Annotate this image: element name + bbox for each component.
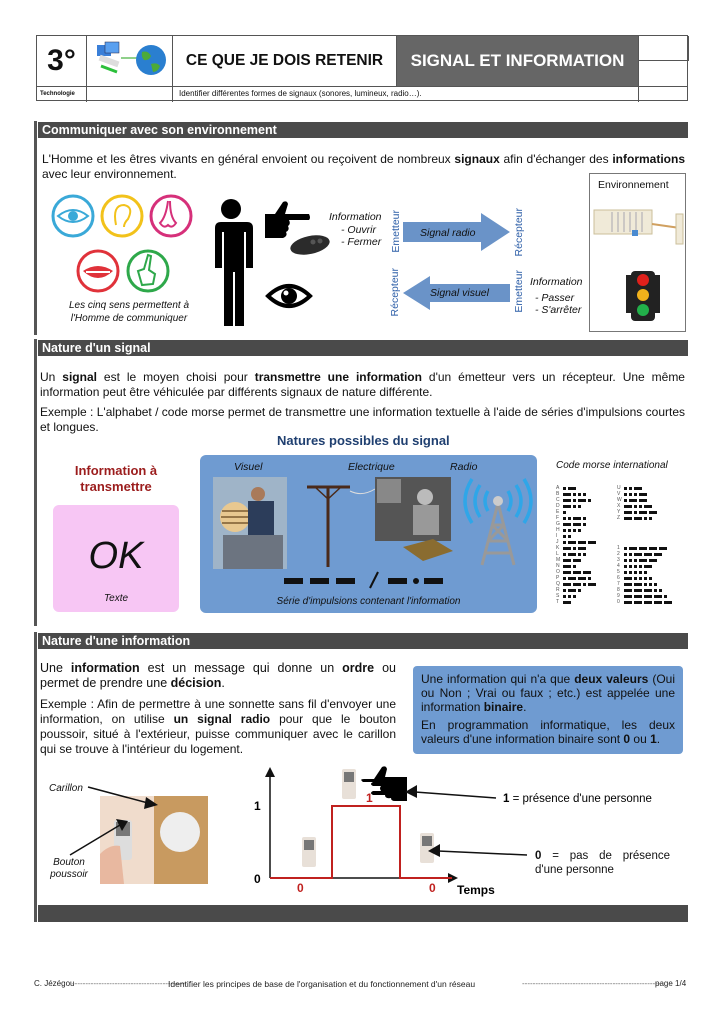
morse-table-title: Code morse international: [556, 460, 668, 471]
signal-radio-label: Signal radio: [420, 227, 476, 239]
morse-dot: [634, 571, 637, 574]
morse-dash: [634, 601, 642, 604]
morse-dot: [583, 523, 586, 526]
morse-dot: [568, 517, 571, 520]
page-heading: CE QUE JE DOIS RETENIR: [173, 36, 397, 86]
morse-dash: [624, 595, 632, 598]
morse-dot: [659, 589, 662, 592]
text-info-box: [53, 505, 179, 612]
morse-dash: [563, 499, 571, 502]
morse-dot: [649, 583, 652, 586]
morse-char: 2: [617, 551, 620, 557]
morse-dot: [578, 505, 581, 508]
morse-dot: [573, 505, 576, 508]
morse-dot: [654, 589, 657, 592]
morse-dot: [563, 553, 566, 556]
morse-dash: [568, 589, 576, 592]
objective-text: Identifier différentes formes de signaux (sonores, lumineux, radio…).: [173, 87, 639, 102]
morse-char: 5: [617, 569, 620, 575]
morse-char: K: [556, 545, 560, 551]
morse-dash: [659, 547, 667, 550]
morse-dot: [629, 487, 632, 490]
morse-row: [556, 599, 598, 605]
morse-dot: [573, 499, 576, 502]
y-tick-0: 0: [254, 872, 261, 886]
morse-char: F: [556, 515, 560, 521]
morse-char: W: [617, 497, 622, 503]
footer-center: Identifier les principes de base de l'organisation et du fonctionnement d'un réseau: [168, 979, 476, 989]
morse-pulse-series: [284, 572, 454, 590]
morse-dot: [573, 529, 576, 532]
grade-label: 3°: [37, 36, 87, 86]
morse-dot: [583, 553, 586, 556]
network-globe-icon: [87, 36, 173, 86]
morse-dot: [629, 553, 632, 556]
morse-dash: [644, 505, 652, 508]
morse-dash: [639, 547, 647, 550]
morse-dot: [583, 583, 586, 586]
morse-char: M: [556, 557, 561, 563]
morse-char: P: [556, 575, 560, 581]
morse-dash: [624, 505, 632, 508]
telegraph-pole-icon: [305, 479, 375, 569]
morse-char: A: [556, 485, 560, 491]
header-empty-cell: [87, 87, 173, 102]
ok-text: OK: [88, 535, 144, 577]
morse-dash: [624, 601, 632, 604]
morse-char: Z: [617, 515, 621, 521]
morse-dash: [634, 589, 642, 592]
senses-caption: Les cinq sens permettent à l'Homme de communiquer: [68, 300, 190, 324]
morse-dot: [639, 577, 642, 580]
morse-dot: [634, 559, 637, 562]
morse-char: O: [556, 569, 560, 575]
morse-dash: [649, 547, 657, 550]
legend-0: 0 = pas de présence d'une personne: [535, 850, 670, 876]
morse-dot: [563, 529, 566, 532]
discipline-label: Technologie: [37, 87, 87, 102]
info-top-item-ouvrir: - Ouvrir: [341, 224, 376, 236]
morse-letters-column: [556, 485, 598, 605]
morse-dot: [624, 493, 627, 496]
info-bottom-item-arreter: - S'arrêter: [535, 304, 582, 316]
morse-dash: [573, 559, 581, 562]
morse-char: 3: [617, 557, 620, 563]
morse-dash: [568, 577, 576, 580]
segment-label-1: 1: [366, 791, 373, 805]
morse-dash: [644, 595, 652, 598]
footer-author: C. Jézégou: [34, 979, 75, 988]
morse-dash: [624, 589, 632, 592]
morse-dot: [644, 577, 647, 580]
morse-char: T: [556, 599, 560, 605]
morse-dash: [578, 577, 586, 580]
morse-dot: [624, 571, 627, 574]
morse-char: L: [556, 551, 559, 557]
signal-definition: Un signal est le moyen choisi pour transmettre une information d'un émetteur vers un récepteur. Une même information peut être véhiculée par différents signaux de nature différente.: [40, 370, 685, 399]
y-tick-1: 1: [254, 799, 261, 813]
morse-dot: [573, 595, 576, 598]
morse-dot: [624, 499, 627, 502]
morse-dot: [578, 589, 581, 592]
morse-dot: [624, 487, 627, 490]
morse-dot: [624, 565, 627, 568]
morse-char: I: [556, 533, 558, 539]
radio-tower-icon: [468, 481, 528, 567]
morse-char: C: [556, 497, 560, 503]
morse-dash: [568, 541, 576, 544]
binary-signal-chart: [250, 765, 690, 900]
morse-dash: [649, 511, 657, 514]
morse-dash: [624, 577, 632, 580]
header-table: [36, 35, 688, 101]
morse-dash: [639, 499, 647, 502]
morse-char: J: [556, 539, 559, 545]
morse-dash: [578, 547, 586, 550]
morse-letters2-column: [617, 485, 659, 521]
footer-dashes-left: -------------------------------------------: [72, 979, 187, 988]
morse-char: 7: [617, 581, 620, 587]
nature-visuel-label: Visuel: [234, 461, 263, 473]
telegraph-operator-photo: [375, 477, 455, 567]
morse-char: G: [556, 521, 560, 527]
morse-char: 1: [617, 545, 620, 551]
morse-row: [617, 515, 659, 521]
legend-1: 1 = présence d'une personne: [503, 793, 652, 805]
hand-sense-icon: [128, 251, 168, 291]
signal-natures-panel: [200, 455, 537, 613]
morse-dash: [624, 583, 632, 586]
morse-dot: [624, 547, 627, 550]
morse-dash: [563, 583, 571, 586]
morse-dash: [644, 565, 652, 568]
mouth-sense-icon: [78, 251, 118, 291]
morse-dot: [629, 565, 632, 568]
signal-visuel-label: Signal visuel: [430, 287, 489, 299]
emetteur-label-top: Emetteur: [390, 210, 402, 253]
morse-dot: [644, 517, 647, 520]
morse-dash: [654, 553, 662, 556]
morse-dot: [639, 505, 642, 508]
morse-dash: [624, 517, 632, 520]
morse-dash: [649, 559, 657, 562]
morse-char: Q: [556, 581, 560, 587]
header-blank-cell: [639, 36, 689, 61]
morse-char: 9: [617, 593, 620, 599]
morse-dot: [634, 505, 637, 508]
morse-dash: [573, 517, 581, 520]
info-top-item-fermer: - Fermer: [341, 236, 382, 248]
morse-char: U: [617, 485, 621, 491]
pointer-arrows: [60, 785, 160, 865]
morse-dash: [634, 583, 642, 586]
morse-dot: [649, 577, 652, 580]
y-axis-arrow-icon: [265, 767, 275, 777]
morse-char: N: [556, 563, 560, 569]
morse-dot: [624, 559, 627, 562]
morse-dot: [639, 571, 642, 574]
morse-dash: [563, 523, 571, 526]
morse-dot: [634, 511, 637, 514]
doorbell-icon-idle-b: [420, 833, 434, 863]
intro-paragraph: L'Homme et les êtres vivants en général envoient ou reçoivent de nombreux signaux afin d'échanger des informations avec leur environnement.: [42, 152, 685, 181]
nature-electrique-label: Electrique: [348, 461, 395, 473]
morse-dot: [664, 595, 667, 598]
morse-char: 6: [617, 575, 620, 581]
information-definition: Une information est un message qui donne un ordre ou permet de prendre une décision.: [40, 661, 396, 690]
header-row-objective: [37, 86, 687, 102]
doorbell-icon-idle-a: [302, 837, 316, 867]
morse-dot: [634, 493, 637, 496]
morse-dot: [563, 511, 566, 514]
eye-icon: [266, 282, 312, 310]
morse-dash: [634, 595, 642, 598]
morse-dot: [573, 565, 576, 568]
morse-dot: [644, 571, 647, 574]
morse-char: D: [556, 503, 560, 509]
emetteur-label-bottom: Emetteur: [513, 270, 525, 313]
morse-dash: [588, 583, 596, 586]
traffic-light-icon: [626, 271, 660, 321]
morse-dash: [639, 493, 647, 496]
morse-dot: [573, 493, 576, 496]
morse-dash: [563, 493, 571, 496]
morse-dash: [639, 511, 647, 514]
remote-control-icon: [289, 233, 331, 257]
binary-definition: Une information qui n'a que deux valeurs (Oui ou Non ; Vrai ou faux ; etc.) est appelée une information binaire.: [421, 672, 675, 714]
section-footer-bar: [38, 905, 688, 922]
info-to-transmit-title: Information à transmettre: [74, 463, 158, 494]
morse-dot: [578, 553, 581, 556]
signal-lamp-photo: [213, 477, 287, 569]
morse-dash: [563, 559, 571, 562]
morse-dot: [578, 529, 581, 532]
morse-dash: [568, 553, 576, 556]
morse-dash: [624, 511, 632, 514]
morse-dot: [588, 577, 591, 580]
morse-dot: [568, 535, 571, 538]
morse-dash: [629, 499, 637, 502]
morse-dot: [563, 541, 566, 544]
morse-dash: [644, 553, 652, 556]
morse-char: S: [556, 593, 560, 599]
section-title-nature-information: Nature d'une information: [38, 633, 688, 649]
morse-dash: [634, 553, 642, 556]
morse-char: H: [556, 527, 560, 533]
morse-dot: [634, 565, 637, 568]
morse-dash: [639, 559, 647, 562]
morse-dash: [629, 547, 637, 550]
section-title-nature-signal: Nature d'un signal: [38, 340, 688, 356]
morse-dot: [634, 577, 637, 580]
morse-char: 0: [617, 599, 620, 605]
morse-dot: [639, 565, 642, 568]
morse-dot: [563, 487, 566, 490]
info-bottom-item-passer: - Passer: [535, 292, 575, 304]
person-icon: [205, 198, 257, 326]
morse-dash: [583, 571, 591, 574]
morse-dot: [563, 517, 566, 520]
morse-dash: [578, 541, 586, 544]
morse-char: B: [556, 491, 560, 497]
environment-label: Environnement: [598, 179, 669, 191]
morse-dash: [664, 601, 672, 604]
morse-dash: [563, 571, 571, 574]
morse-char: R: [556, 587, 560, 593]
binary-info-box: [413, 666, 683, 754]
carillon-label: Carillon: [49, 783, 83, 794]
morse-char: Y: [617, 509, 621, 515]
bouton-label: Bouton poussoir: [50, 857, 88, 880]
morse-dash: [654, 601, 662, 604]
morse-dash: [563, 565, 571, 568]
morse-dot: [563, 535, 566, 538]
footer-dashes-right: ----------------------------------------------------: [522, 979, 661, 988]
morse-dot: [563, 595, 566, 598]
subject-title: SIGNAL ET INFORMATION: [397, 36, 639, 86]
morse-dot: [563, 589, 566, 592]
morse-char: 8: [617, 587, 620, 593]
morse-dot: [578, 493, 581, 496]
morse-dash: [578, 499, 586, 502]
morse-dot: [629, 559, 632, 562]
binary-programming-note: En programmation informatique, les deux valeurs d'une information binaire sont 0 ou 1.: [421, 718, 675, 746]
morse-dash: [573, 523, 581, 526]
nature-radio-label: Radio: [450, 461, 478, 473]
segment-label-0b: 0: [429, 881, 436, 895]
morse-dash: [588, 541, 596, 544]
morse-dot: [629, 493, 632, 496]
environment-box: [589, 173, 686, 332]
eye-sense-icon: [53, 196, 93, 236]
morse-char: X: [617, 503, 621, 509]
morse-dash: [634, 517, 642, 520]
morse-dot: [583, 517, 586, 520]
morse-dash: [563, 547, 571, 550]
morse-dash: [654, 595, 662, 598]
morse-dash: [644, 601, 652, 604]
pulse-caption: Série d'impulsions contenant l'information: [276, 596, 461, 607]
morse-dash: [573, 571, 581, 574]
morse-dash: [634, 487, 642, 490]
morse-dot: [568, 595, 571, 598]
morse-dot: [654, 583, 657, 586]
morse-dot: [624, 553, 627, 556]
gate-icon: [592, 204, 685, 248]
morse-char: 4: [617, 563, 620, 569]
info-bottom-label: Information: [530, 276, 583, 288]
morse-dash: [563, 601, 571, 604]
morse-dot: [588, 499, 591, 502]
morse-dot: [583, 493, 586, 496]
morse-dot: [573, 547, 576, 550]
morse-dash: [573, 583, 581, 586]
text-caption: Texte: [103, 593, 129, 604]
morse-dot: [568, 529, 571, 532]
nose-sense-icon: [151, 196, 191, 236]
x-axis-label: Temps: [457, 883, 495, 897]
morse-char: V: [617, 491, 621, 497]
footer-page: page 1/4: [655, 979, 687, 988]
morse-dot: [649, 517, 652, 520]
morse-dot: [629, 571, 632, 574]
morse-row: [617, 599, 674, 605]
info-top-label: Information: [329, 211, 382, 223]
doorbell-icon-pressed: [342, 769, 356, 799]
morse-example: Exemple : L'alphabet / code morse permet de transmettre une information textuelle à l'aide de séries d'impulsions courtes et longues.: [40, 405, 685, 434]
morse-digits-column: [617, 545, 674, 605]
recepteur-label-top: Récepteur: [513, 208, 525, 257]
morse-char: E: [556, 509, 560, 515]
ear-sense-icon: [102, 196, 142, 236]
doorbell-example: Exemple : Afin de permettre à une sonnette sans fil d'envoyer une information, on utilise un signal radio pour que le bouton poussoir, situé à l'extérieur, puisse communiquer avec le carillon qui se trouve à l'intérieur du logement.: [40, 697, 397, 756]
morse-dash: [644, 589, 652, 592]
morse-dot: [563, 577, 566, 580]
segment-label-0a: 0: [297, 881, 304, 895]
morse-dot: [644, 583, 647, 586]
morse-dash: [568, 487, 576, 490]
section-title-communiquer: Communiquer avec son environnement: [38, 122, 688, 138]
recepteur-label-bottom: Récepteur: [389, 268, 401, 317]
morse-dash: [563, 505, 571, 508]
natures-panel-title: Natures possibles du signal: [277, 433, 450, 448]
